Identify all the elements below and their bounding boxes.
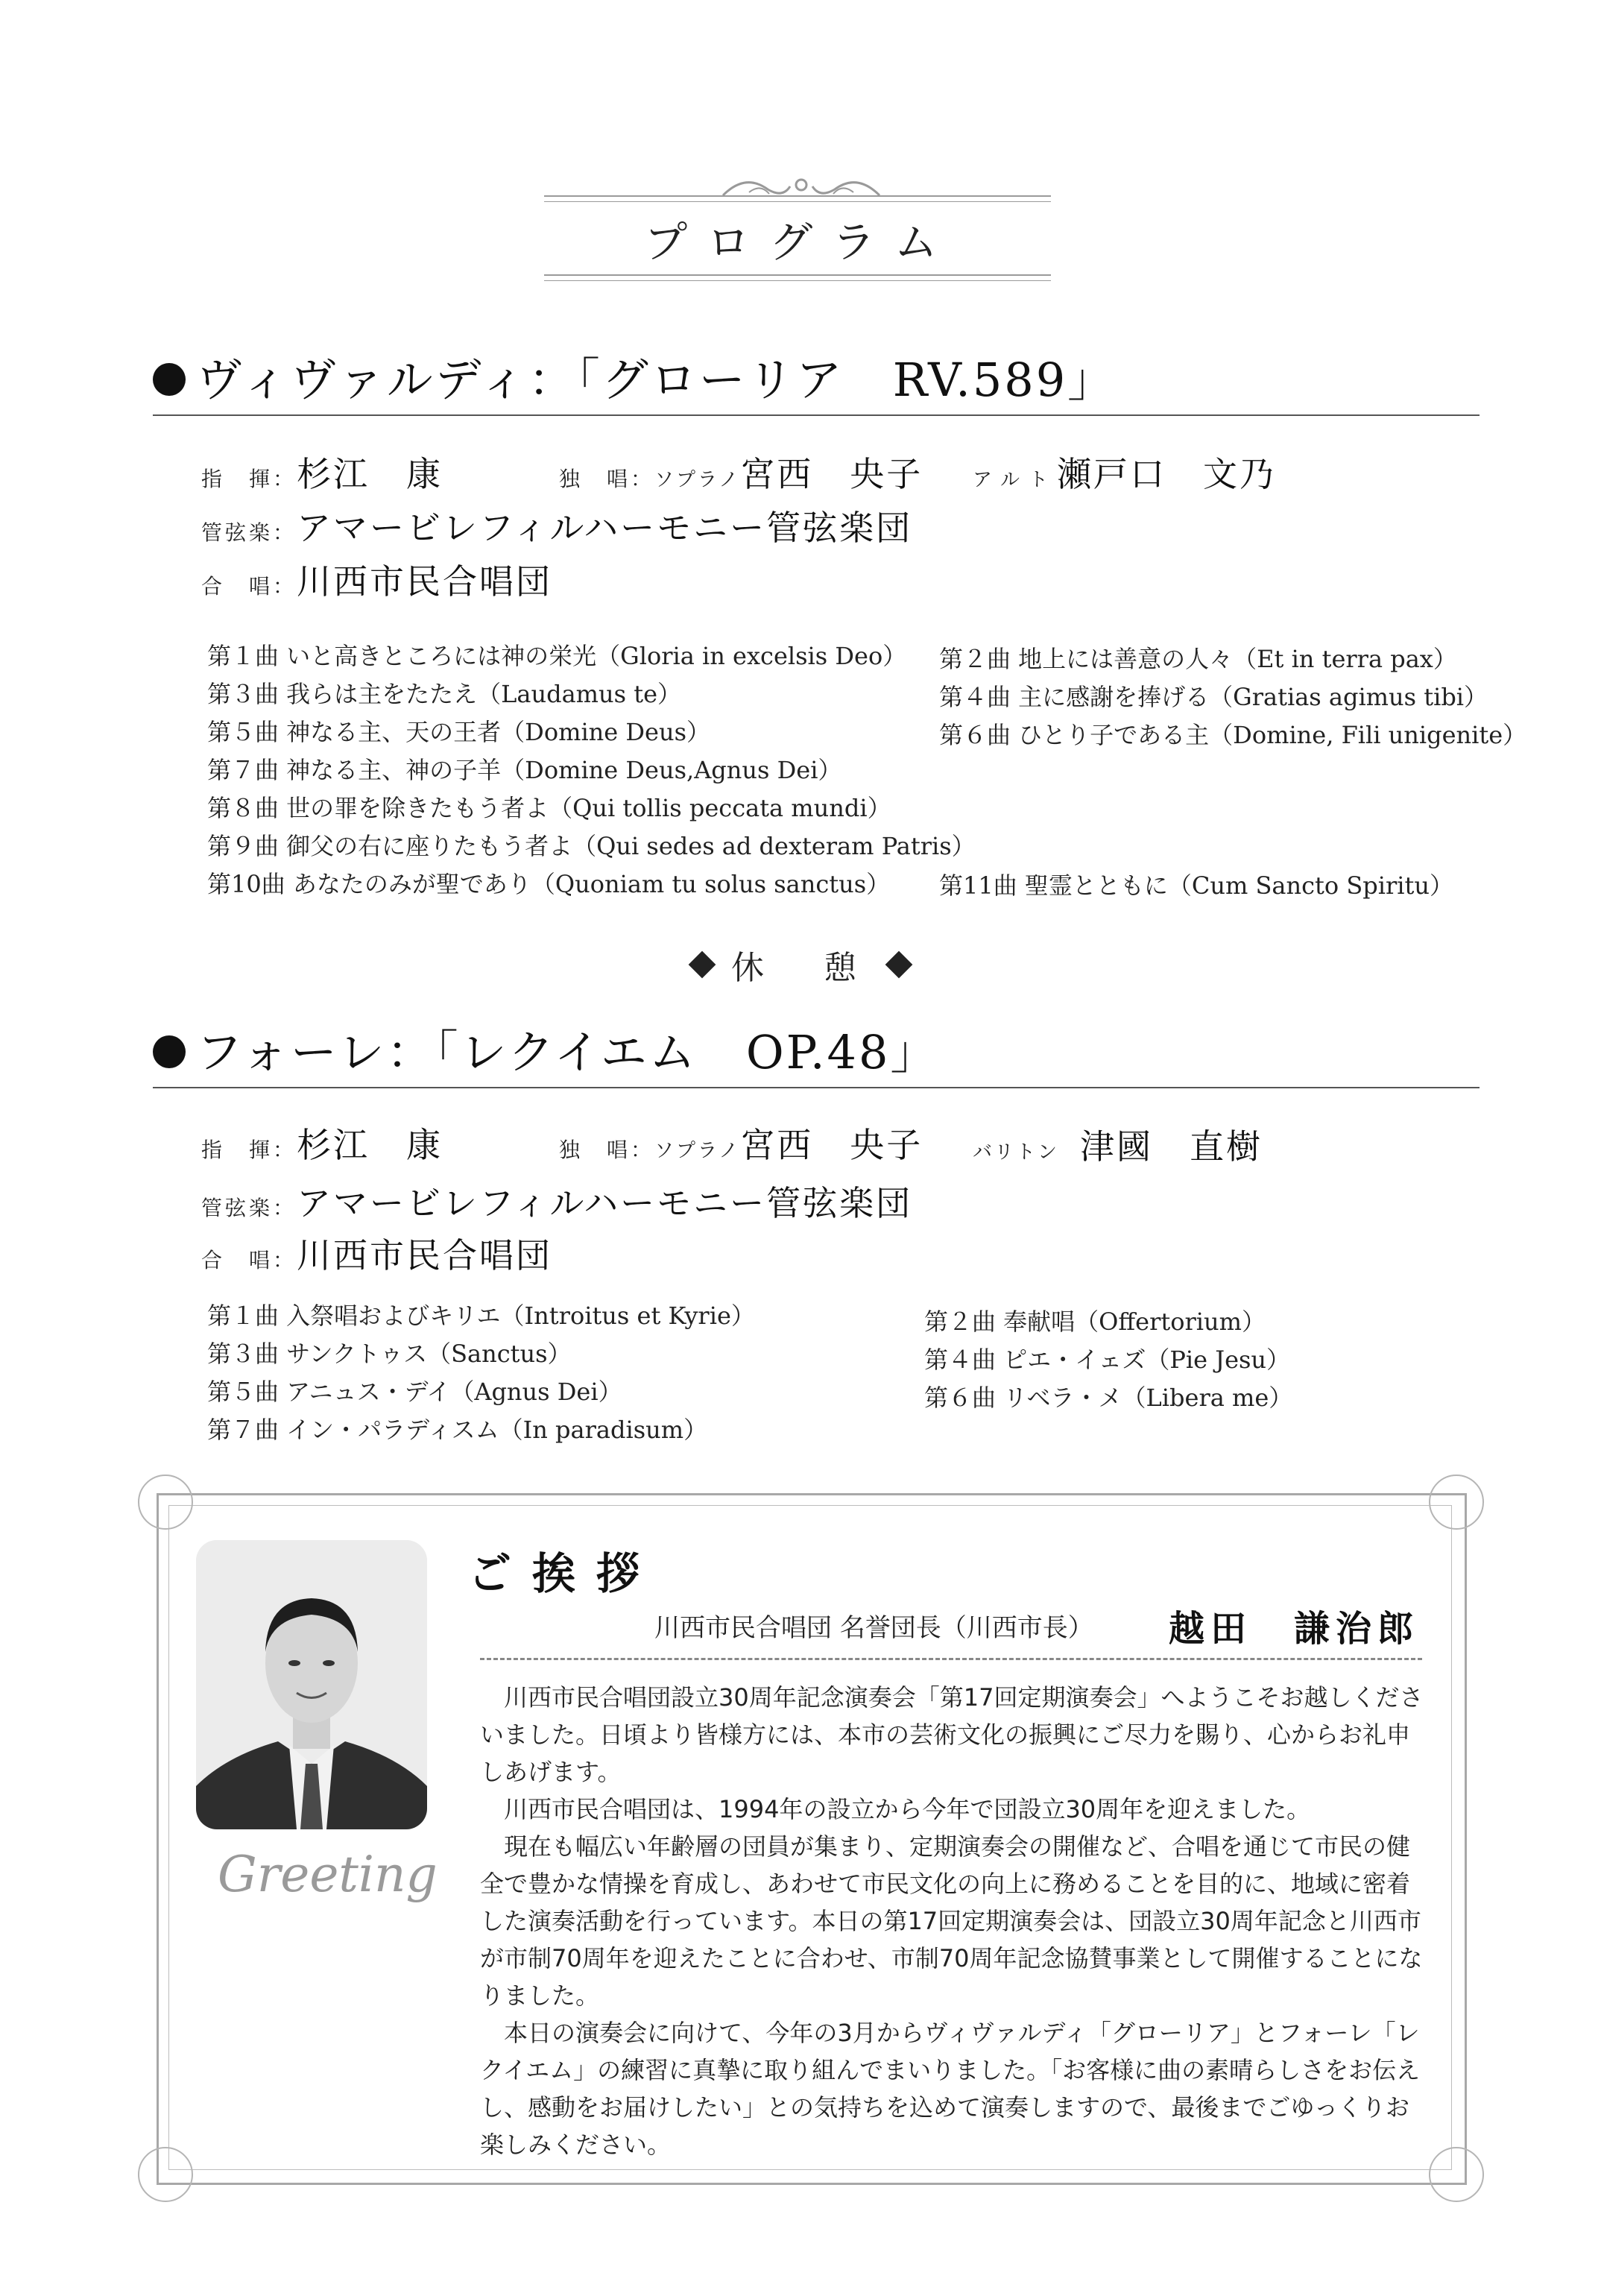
baritone-label: バリトン: [973, 1141, 1060, 1164]
orchestra-name: アマービレフィルハーモニー管弦楽団: [297, 1183, 913, 1223]
soloist-label: 独 唱：: [559, 1138, 655, 1162]
track-item: 第３曲 我らは主をたたえ（Laudamus te）: [207, 680, 682, 708]
conductor-name: 杉江 康: [297, 454, 443, 494]
track-item: 第11曲 聖霊とともに（Cum Sancto Spiritu）: [939, 871, 1453, 900]
bullet-icon: [153, 363, 186, 396]
section-divider: [153, 1087, 1480, 1088]
orchestra-row: [201, 501, 912, 550]
orchestra-row: [201, 1176, 912, 1226]
soloist-label: 独 唱：: [559, 467, 655, 491]
orchestra-label: 管弦楽：: [201, 520, 297, 545]
track-item: 第２曲 奉献唱（Offertorium）: [924, 1308, 1266, 1336]
track-item: 第５曲 アニュス・デイ（Agnus Dei）: [207, 1378, 622, 1406]
track-item: 第６曲 リベラ・メ（Libera me）: [924, 1384, 1293, 1412]
track-item: 第７曲 イン・パラディスム（In paradisum）: [207, 1416, 708, 1444]
frame-corner-ornament: [138, 2147, 193, 2202]
soprano-label: ソプラノ: [654, 469, 741, 491]
alto-label: アルト: [973, 469, 1057, 491]
greeting-affiliation: 川西市民合唱団 名誉団長（川西市長）: [654, 1613, 1093, 1643]
choir-row: [201, 555, 552, 604]
alto-row: [973, 447, 1276, 496]
alto-name: 瀬戸口 文乃: [1056, 454, 1276, 494]
greeting-body: [480, 1679, 1427, 2163]
conductor-label: 指 揮：: [201, 467, 297, 491]
track-item: 第２曲 地上には善意の人々（Et in terra pax）: [939, 645, 1457, 673]
soloist-row: [559, 1118, 923, 1167]
track-item: 第１曲 入祭唱およびキリエ（Introitus et Kyrie）: [207, 1302, 755, 1330]
program-title: プログラム: [644, 217, 957, 268]
track-item: 第４曲 主に感謝を捧げる（Gratias agimus tibi）: [939, 683, 1488, 711]
choir-row: [201, 1229, 552, 1278]
track-item: 第10曲 あなたのみが聖であり（Quoniam tu solus sanctus）: [207, 870, 891, 898]
greeting-paragraph: 川西市民合唱団は、1994年の設立から今年で団設立30周年を迎えました。: [504, 1795, 1311, 1823]
choir-label: 合 唱：: [201, 574, 297, 599]
baritone-name: 津國 直樹: [1080, 1126, 1263, 1167]
bullet-icon: [153, 1035, 186, 1068]
conductor-row: [201, 447, 443, 496]
diamond-icon: [885, 951, 913, 979]
choir-name: 川西市民合唱団: [297, 1235, 553, 1275]
greeting-paragraph: 現在も幅広い年齢層の団員が集まり、定期演奏会の開催など、合唱を通じて市民の健全で豊かな情操を育成し、あわせて市民文化の向上に務めることを目的に、地域に密着した演奏活動を行っています。本日の第17回定期演奏会は、団設立30周年記念と川西市が市制70周年を迎えたことに合わせ、市制70周年記念協賛事業として開催することになりました。: [480, 1832, 1423, 2010]
interval-text: 休 憩: [731, 949, 870, 987]
orchestra-label: 管弦楽：: [201, 1196, 297, 1220]
choir-name: 川西市民合唱団: [297, 561, 553, 602]
greeting-divider: [480, 1658, 1422, 1660]
section-title-vivaldi: [153, 343, 1116, 409]
conductor-name: 杉江 康: [297, 1125, 443, 1165]
frame-corner-ornament: [138, 1475, 193, 1530]
baritone-row: [973, 1120, 1263, 1169]
soprano-label: ソプラノ: [654, 1140, 741, 1162]
track-item: 第４曲 ピエ・イェズ（Pie Jesu）: [924, 1346, 1291, 1374]
track-item: 第５曲 神なる主、天の王者（Domine Deus）: [207, 718, 711, 746]
track-item: 第６曲 ひとり子である主（Domine, Fili unigenite）: [939, 721, 1527, 749]
section-title-text: フォーレ：「レクイエム OP.48」: [196, 1025, 939, 1079]
greeting-author-name: 越田 謙治郎: [1169, 1608, 1420, 1650]
portrait-photo: [196, 1540, 427, 1829]
soprano-name: 宮西 央子: [740, 454, 923, 494]
soprano-name: 宮西 央子: [740, 1125, 923, 1165]
interval-label: [0, 941, 1601, 988]
frame-corner-ornament: [1429, 1475, 1484, 1530]
track-item: 第７曲 神なる主、神の子羊（Domine Deus,Agnus Dei）: [207, 756, 842, 784]
greeting-paragraph: 本日の演奏会に向けて、今年の3月からヴィヴァルディ「グローリア」とフォーレ「レクイエム」の練習に真摯に取り組んでまいりました。「お客様に曲の素晴らしさをお伝えし、感動をお届けしたい」との気持ちを込めて演奏しますので、最後までごゆっくりお楽しみください。: [480, 2019, 1421, 2159]
conductor-row: [201, 1118, 443, 1167]
soloist-row: [559, 447, 923, 496]
track-item: 第９曲 御父の右に座りたもう者よ（Qui sedes ad dexteram Patris）: [207, 832, 976, 860]
conductor-label: 指 揮：: [201, 1138, 297, 1162]
greeting-paragraph: 川西市民合唱団設立30周年記念演奏会「第17回定期演奏会」へようこそお越しくださいました。日頃より皆様方には、本市の芸術文化の振興にご尽力を賜り、心からお礼申しあげます。: [480, 1683, 1424, 1786]
track-item: 第８曲 世の罪を除きたもう者よ（Qui tollis peccata mundi）: [207, 794, 891, 822]
frame-corner-ornament: [1429, 2147, 1484, 2202]
section-title-text: ヴィヴァルディ：「グローリア RV.589」: [196, 353, 1117, 407]
track-item: 第３曲 サンクトゥス（Sanctus）: [207, 1340, 572, 1368]
track-item: 第１曲 いと高きところには神の栄光（Gloria in excelsis Deo）: [207, 642, 907, 670]
diamond-icon: [689, 951, 716, 979]
choir-label: 合 唱：: [201, 1248, 297, 1272]
greeting-script-word: Greeting: [218, 1846, 438, 1903]
greeting-title: ご挨拶: [468, 1548, 661, 1599]
orchestra-name: アマービレフィルハーモニー管弦楽団: [297, 508, 913, 548]
section-divider: [153, 414, 1480, 416]
section-title-faure: [153, 1015, 938, 1082]
